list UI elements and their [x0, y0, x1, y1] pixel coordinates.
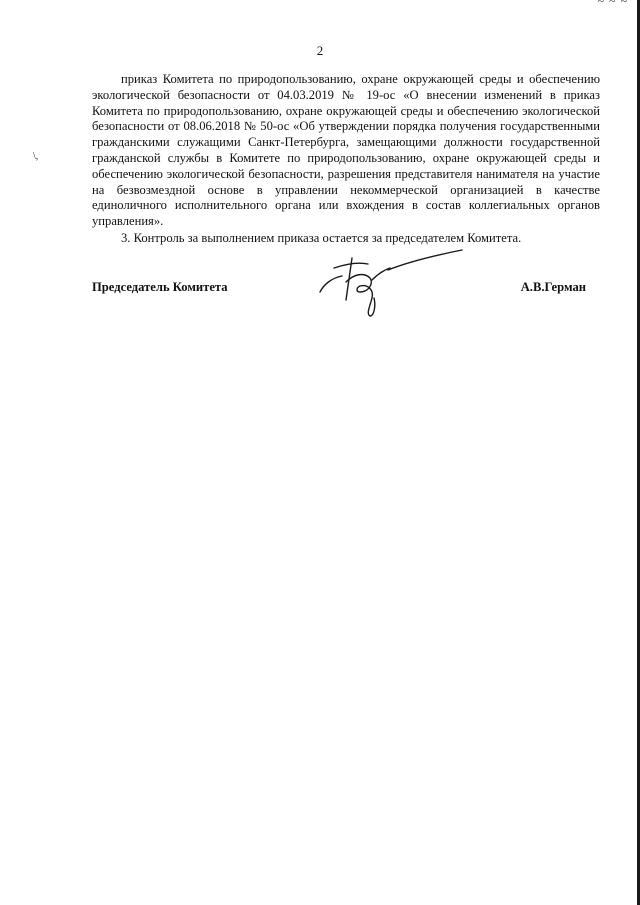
signer-title: Председатель Комитета — [92, 280, 228, 294]
page-number: 2 — [316, 43, 324, 58]
paragraph-order-reference: приказ Комитета по природопользованию, охране окружающей среды и обеспечению экологической безопасности от 04.03.2019 № 19-ос «О внесении изменений в приказ Комитета по природопользованию, охране окружающей среды и обеспечению экологической безопасности от 08.06.2018 № 50-ос «Об утверждении порядка получения государственными гражданскими служащими Санкт-Петербурга, замещающими должности государственной гражданской службы в Комитете по природопользованию, охране окружающей среды и обеспечению экологической безопасности, разрешения представителя нанимателя на участие на безвозмездной основе в управлении некоммерческой организацией в качестве единоличного исполнительного органа или вхождения в состав коллегиальных органов управления». — [92, 72, 600, 229]
corner-mark: ~ ~ ~ — [597, 0, 628, 8]
margin-mark: \, — [33, 151, 39, 162]
handwritten-signature — [312, 240, 472, 320]
signer-name: А.В.Герман — [520, 280, 586, 294]
paragraph-control-clause: 3. Контроль за выполнением приказа остается за председателем Комитета. — [121, 230, 522, 245]
document-body — [92, 72, 600, 247]
